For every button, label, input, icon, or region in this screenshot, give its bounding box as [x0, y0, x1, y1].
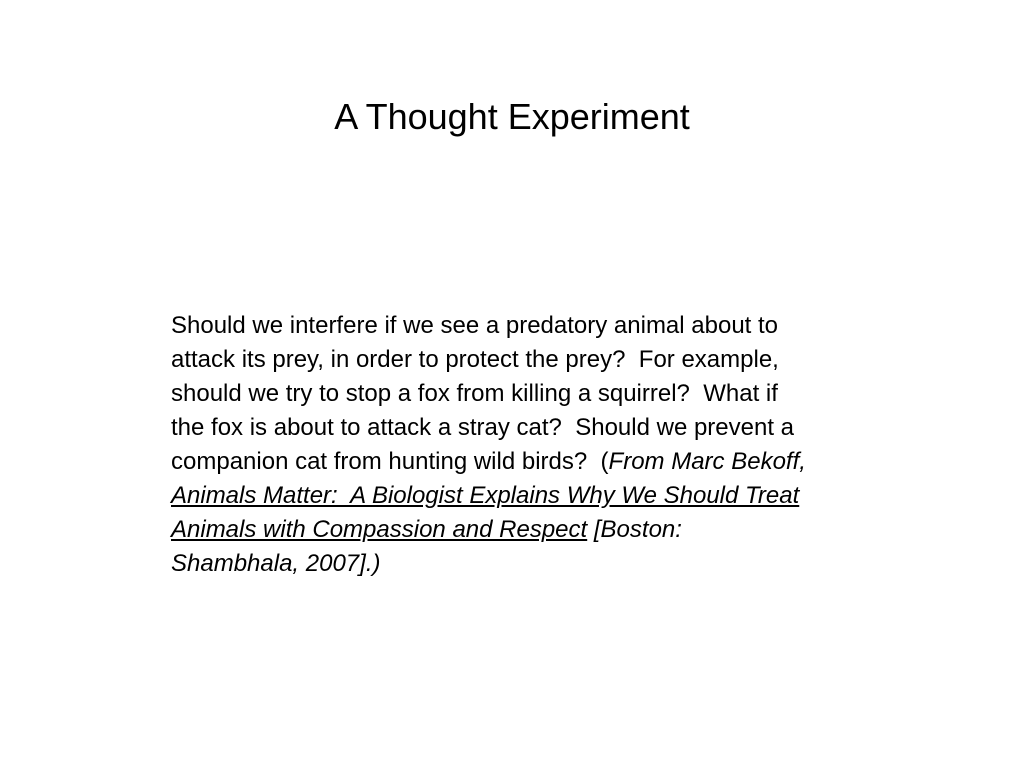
slide-body	[171, 309, 931, 581]
citation-publisher-start: [Boston:	[587, 516, 682, 543]
slide-title: A Thought Experiment	[334, 96, 690, 137]
body-line-2: attack its prey, in order to protect the prey? For example,	[171, 346, 779, 373]
citation-publisher-end: Shambhala, 2007].)	[171, 550, 381, 577]
body-paragraph	[171, 309, 931, 581]
body-line-3: should we try to stop a fox from killing a squirrel? What if	[171, 380, 778, 407]
citation-author: From Marc Bekoff,	[608, 448, 806, 475]
body-line-5	[171, 445, 931, 479]
body-line-5-text: companion cat from hunting wild birds? (	[171, 448, 609, 475]
book-title-line-2: Animals with Compassion and Respect	[171, 516, 588, 543]
book-title-line-1: Animals Matter: A Biologist Explains Why We Should Treat	[171, 482, 800, 509]
body-line-1: Should we interfere if we see a predatory animal about to	[171, 312, 779, 339]
body-line-4: the fox is about to attack a stray cat? Should we prevent a	[171, 414, 795, 441]
body-line-7	[171, 513, 931, 547]
